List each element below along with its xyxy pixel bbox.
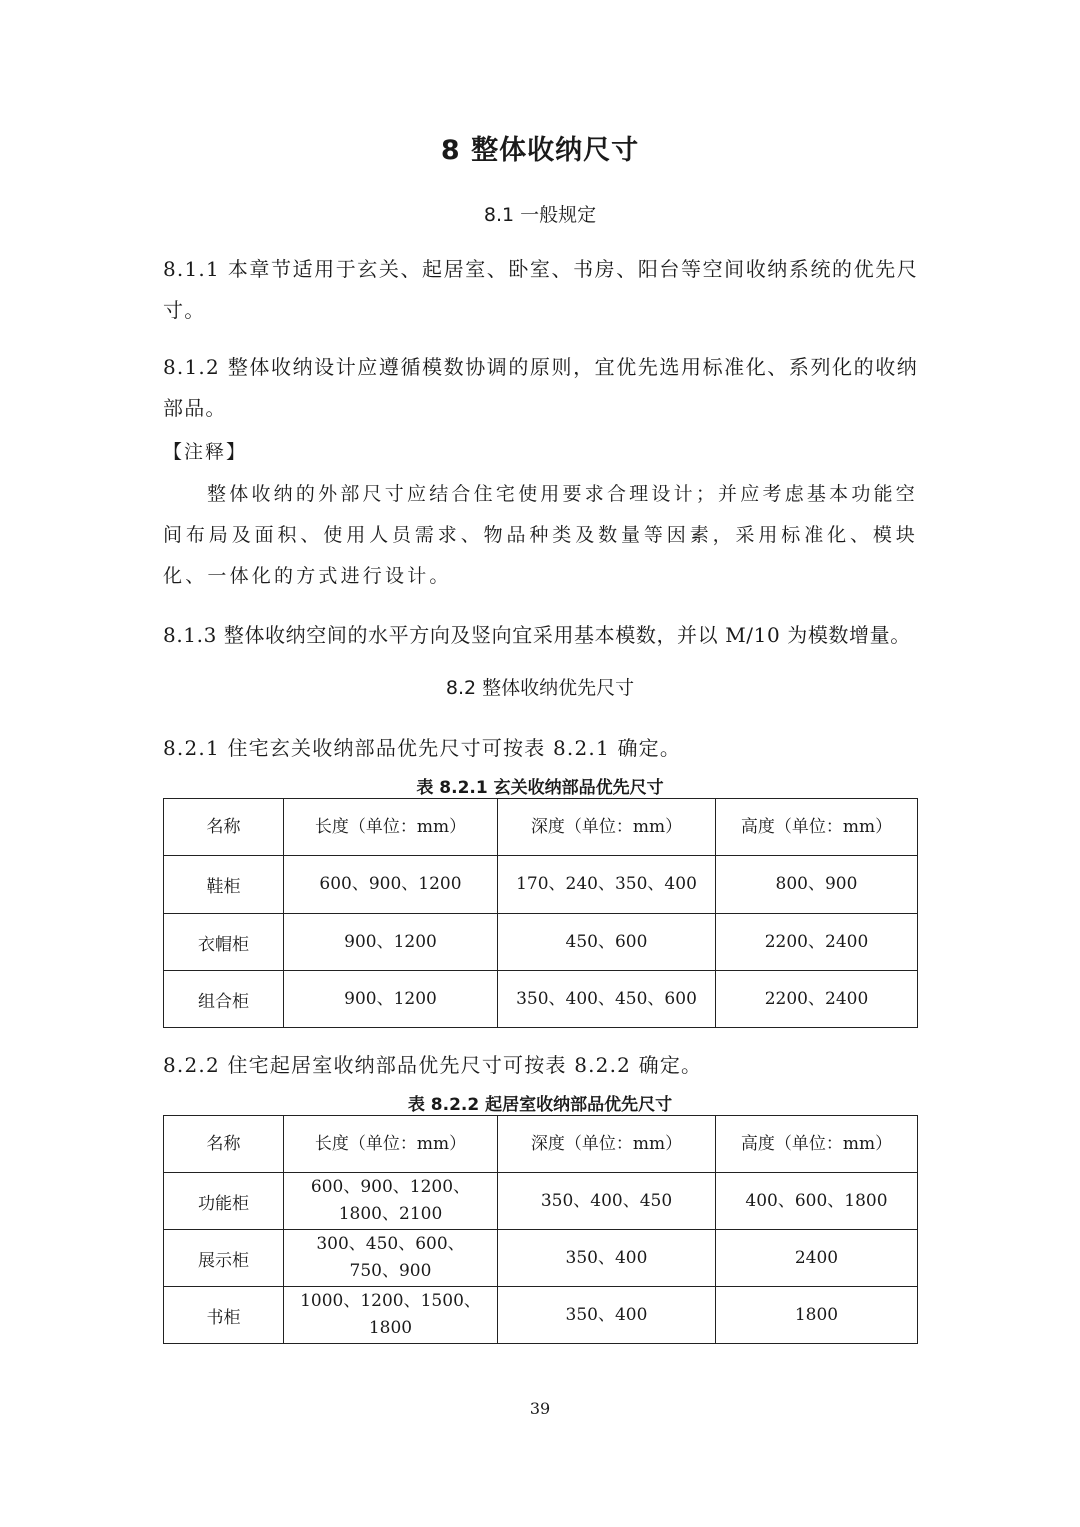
table-row bbox=[164, 971, 918, 1028]
table-cell: 600、900、1200、1800、2100 bbox=[284, 1173, 498, 1230]
table-cell: 600、900、1200 bbox=[284, 856, 498, 914]
row-name-cell: 书柜 bbox=[164, 1287, 284, 1344]
table-8-2-1 bbox=[163, 798, 918, 1028]
row-name-cell: 衣帽柜 bbox=[164, 914, 284, 971]
table-cell: 900、1200 bbox=[284, 914, 498, 971]
clause-8-2-1: 8.2.1 住宅玄关收纳部品优先尺寸可按表 8.2.1 确定。 bbox=[163, 736, 682, 760]
table-cell: 350、400 bbox=[498, 1287, 716, 1344]
page-number: 39 bbox=[529, 1399, 551, 1418]
table-cell: 170、240、350、400 bbox=[498, 856, 716, 914]
table-cell: 350、400、450 bbox=[498, 1173, 716, 1230]
table-cell: 1800 bbox=[716, 1287, 918, 1344]
table-caption-8-2-2: 表 8.2.2 起居室收纳部品优先尺寸 bbox=[407, 1095, 673, 1115]
table-cell: 450、600 bbox=[498, 914, 716, 971]
table-8-2-2 bbox=[163, 1115, 918, 1344]
table-cell: 400、600、1800 bbox=[716, 1173, 918, 1230]
table-row bbox=[164, 1230, 918, 1287]
clause-8-1-2: 8.1.2 整体收纳设计应遵循模数协调的原则，宜优先选用标准化、系列化的收纳部品。 bbox=[163, 355, 918, 420]
table-cell: 1000、1200、1500、1800 bbox=[284, 1287, 498, 1344]
header-cell: 高度（单位：mm） bbox=[716, 1116, 918, 1173]
header-cell: 长度（单位：mm） bbox=[284, 1116, 498, 1173]
chapter-title: 8 整体收纳尺寸 bbox=[440, 135, 640, 166]
row-name-cell: 功能柜 bbox=[164, 1173, 284, 1230]
section-title-8-1: 8.1 一般规定 bbox=[483, 204, 597, 226]
table-cell: 2200、2400 bbox=[716, 914, 918, 971]
header-cell: 长度（单位：mm） bbox=[284, 799, 498, 856]
row-name-cell: 鞋柜 bbox=[164, 856, 284, 914]
table-header-row bbox=[164, 1116, 918, 1173]
row-name-cell: 展示柜 bbox=[164, 1230, 284, 1287]
table-cell: 800、900 bbox=[716, 856, 918, 914]
table-cell: 2400 bbox=[716, 1230, 918, 1287]
note-body: 整体收纳的外部尺寸应结合住宅使用要求合理设计；并应考虑基本功能空间布局及面积、使用人员需求、物品种类及数量等因素，采用标准化、模块化、一体化的方式进行设计。 bbox=[163, 483, 918, 587]
header-cell: 深度（单位：mm） bbox=[498, 799, 716, 856]
table-row bbox=[164, 1173, 918, 1230]
table-cell: 300、450、600、750、900 bbox=[284, 1230, 498, 1287]
note-label: 【注释】 bbox=[163, 441, 248, 463]
row-name-cell: 组合柜 bbox=[164, 971, 284, 1028]
table-row bbox=[164, 914, 918, 971]
table-row bbox=[164, 856, 918, 914]
header-cell: 深度（单位：mm） bbox=[498, 1116, 716, 1173]
table-cell: 350、400、450、600 bbox=[498, 971, 716, 1028]
section-title-8-2: 8.2 整体收纳优先尺寸 bbox=[445, 677, 635, 699]
table-cell: 900、1200 bbox=[284, 971, 498, 1028]
header-cell: 名称 bbox=[164, 1116, 284, 1173]
table-cell: 350、400 bbox=[498, 1230, 716, 1287]
clause-8-1-3: 8.1.3 整体收纳空间的水平方向及竖向宜采用基本模数，并以 M/10 为模数增量。 bbox=[163, 623, 911, 647]
table-header-row bbox=[164, 799, 918, 856]
table-row bbox=[164, 1287, 918, 1344]
table-cell: 2200、2400 bbox=[716, 971, 918, 1028]
clause-8-1-1: 8.1.1 本章节适用于玄关、起居室、卧室、书房、阳台等空间收纳系统的优先尺寸。 bbox=[163, 257, 918, 322]
table-caption-8-2-1: 表 8.2.1 玄关收纳部品优先尺寸 bbox=[416, 778, 664, 798]
header-cell: 高度（单位：mm） bbox=[716, 799, 918, 856]
clause-8-2-2: 8.2.2 住宅起居室收纳部品优先尺寸可按表 8.2.2 确定。 bbox=[163, 1053, 703, 1077]
header-cell: 名称 bbox=[164, 799, 284, 856]
